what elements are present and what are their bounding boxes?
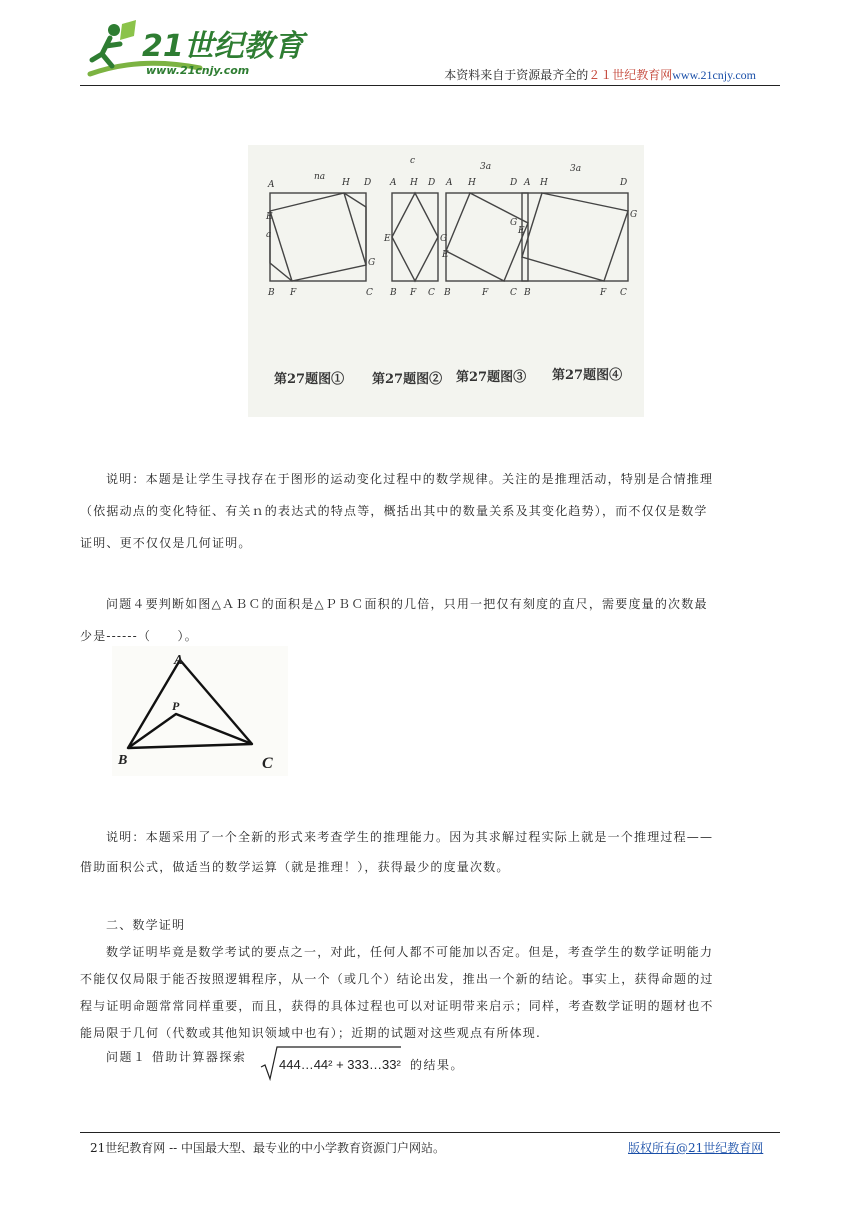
fig3-label-g: G: [510, 218, 518, 228]
s2-line1: 数学证明毕竟是数学考试的要点之一，对此，任何人都不可能加以否定。但是，考查学生的数学证明能力: [106, 945, 714, 959]
fig3-caption: 第27题图③: [456, 370, 527, 385]
section-math-proof: [80, 912, 780, 1047]
s2-line3: 程与证明命题常常同样重要，而且，获得的具体过程也可以对证明带来启示；同样，考查数学证明的题材也不: [80, 999, 714, 1013]
fig3-label-d: D: [510, 178, 518, 188]
p3-line1: 说明：本题采用了一个全新的形式来考查学生的推理能力。因为其求解过程实际上就是一个推理过程——: [106, 830, 714, 844]
fig4-label-c: C: [620, 288, 627, 298]
triangle-label-p: P: [172, 699, 180, 713]
fig2-label-b: B: [390, 288, 397, 298]
fig4-label-a: A: [524, 178, 531, 188]
fig1-label-g: G: [368, 258, 376, 268]
fig2-label-d: D: [428, 178, 436, 188]
fig4-label-b: B: [524, 288, 531, 298]
s2-line2: 不能仅仅局限于能否按照逻辑程序，从一个（或几个）结论出发，推出一个新的结论。事实上，获得命题的过: [80, 972, 714, 986]
fig1-label-h: H: [342, 178, 350, 188]
s2-line4: 能局限于几何（代数或其他知识领域中也有）；近期的试题对这些观点有所体现.: [80, 1026, 542, 1040]
fig1-label-a-side: a: [266, 230, 272, 240]
fig1-label-d: D: [364, 178, 372, 188]
fig2-label-f: F: [410, 288, 417, 298]
triangle-pbc: [128, 714, 252, 748]
fig1-label-a: A: [268, 180, 275, 190]
fig3-label-f: F: [482, 288, 489, 298]
question-4-paragraph: [80, 588, 780, 652]
fig2-label-g: G: [440, 234, 448, 244]
fig4-label-d: D: [620, 178, 628, 188]
fig4-quadrilateral: [522, 193, 628, 281]
fig4-label-h: H: [540, 178, 548, 188]
fig1-label-na: na: [314, 172, 326, 182]
p1-line1: 说明：本题是让学生寻找存在于图形的运动变化过程中的数学规律。关注的是推理活动，特别是合情推理: [106, 472, 714, 486]
fig4-label-f: F: [600, 288, 607, 298]
fig3-label-3a: 3a: [480, 162, 492, 172]
p2-line1: 问题４要判断如图△ＡＢＣ的面积是△ＰＢＣ面积的几倍，只用一把仅有刻度的直尺，需要度量的次数最: [106, 597, 708, 611]
logo-text: 21世纪教育: [142, 29, 304, 64]
fig4-caption: 第27题图④: [552, 368, 623, 383]
header-divider: [80, 85, 780, 86]
fig2-rhombus: [392, 193, 438, 281]
fig3-rectangle: [446, 193, 528, 281]
fig2-caption: 第27题图②: [372, 372, 443, 387]
fig4-label-g: G: [630, 210, 638, 220]
fig1-quadrilateral: [270, 193, 366, 281]
footer-divider: [80, 1132, 780, 1133]
question-1-suffix: 的结果。: [410, 1058, 465, 1072]
footer-copyright-link[interactable]: 版权所有@21世纪教育网: [628, 1141, 764, 1155]
fig2-label-a: A: [390, 178, 397, 188]
question-1-prefix: 问题１ 借助计算器探索: [106, 1050, 247, 1064]
footer-site-description: 21世纪教育网 -- 中国最大型、最专业的中小学教育资源门户网站。: [90, 1141, 446, 1155]
fig1-label-c: C: [366, 288, 373, 298]
fig3-label-e: E: [442, 250, 449, 260]
p1-line2: （依据动点的变化特征、有关ｎ的表达式的特点等，概括出其中的数量关系及其变化趋势），而不仅仅是数学: [80, 504, 708, 518]
fig1-label-e: E: [266, 212, 273, 222]
fig3-quadrilateral: [446, 193, 528, 281]
header-note-site: ２１世纪教育网: [588, 68, 673, 82]
p2-line2: 少是------（ ）。: [80, 629, 198, 643]
explanation-paragraph-1: [80, 463, 780, 559]
fig1-label-b: B: [268, 288, 275, 298]
header-source-note: [444, 66, 756, 83]
fig3-label-c: C: [510, 288, 517, 298]
fig1-caption: 第27题图①: [274, 372, 345, 387]
fig2-label-c: c: [410, 156, 416, 166]
fig2-label-h: H: [410, 178, 418, 188]
fig2-label-c2: C: [428, 288, 435, 298]
explanation-paragraph-2: [80, 822, 780, 882]
site-logo: [80, 16, 310, 82]
fig3-label-h: H: [468, 178, 476, 188]
triangle-label-b: B: [118, 753, 128, 768]
p1-line3: 证明、更不仅仅是几何证明。: [80, 536, 252, 550]
triangle-abc-figure: [112, 646, 288, 776]
figure-27-diagrams: [248, 145, 644, 417]
p3-line2: 借助面积公式，做适当的数学运算（就是推理！），获得最少的度量次数。: [80, 860, 510, 874]
formula-text: 444…44² + 333…33²: [279, 1057, 401, 1072]
fig3-label-b: B: [444, 288, 451, 298]
logo-url: www.21cnjy.com: [146, 64, 250, 77]
fig4-label-3a: 3a: [570, 164, 582, 174]
section-heading: 二、数学证明: [106, 918, 186, 932]
header-note-url[interactable]: www.21cnjy.com: [672, 68, 756, 82]
sqrt-formula: [259, 1043, 403, 1083]
fig3-label-a: A: [446, 178, 453, 188]
fig4-label-e: E: [518, 226, 525, 236]
fig2-label-e: E: [384, 234, 391, 244]
triangle-label-a: A: [174, 653, 184, 668]
header-note-prefix: 本资料来自于资源最齐全的: [444, 68, 589, 82]
fig1-label-f: F: [290, 288, 297, 298]
triangle-label-c: C: [262, 755, 273, 772]
fig2-rectangle: [392, 193, 438, 281]
